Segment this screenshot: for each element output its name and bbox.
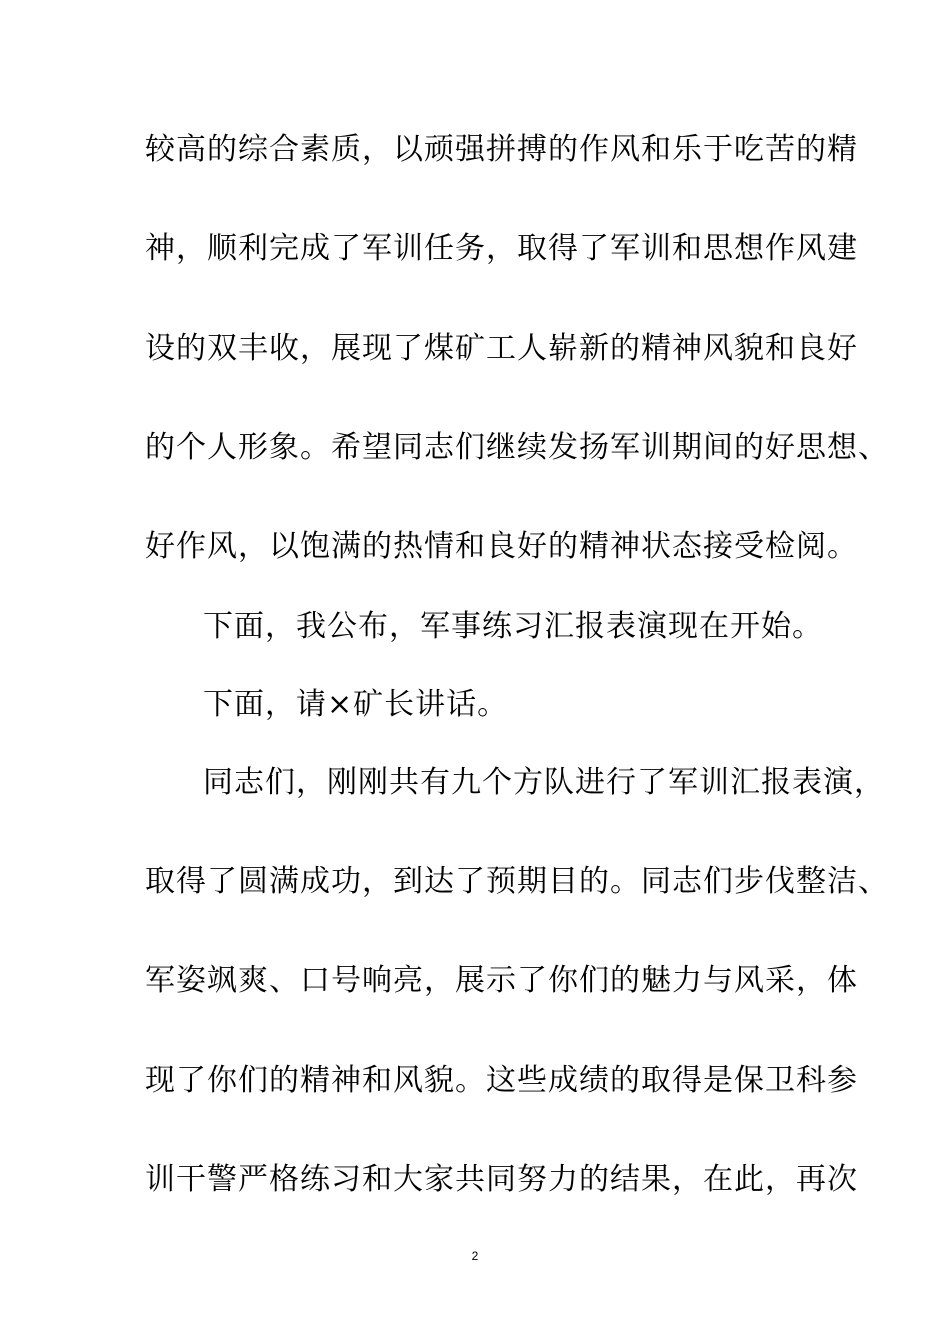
paragraph-line-7: 下面，请×矿长讲话。: [203, 687, 509, 722]
paragraph-line-11: 现了你们的精神和风貌。这些成绩的取得是保卫科参: [145, 1063, 858, 1098]
page-number: 2: [471, 1249, 479, 1263]
paragraph-line-12: 训干警严格练习和大家共同努力的结果，在此，再次: [145, 1162, 858, 1197]
paragraph-line-8: 同志们，刚刚共有九个方队进行了军训汇报表演，: [203, 765, 885, 800]
paragraph-line-6: 下面，我公布，军事练习汇报表演现在开始。: [203, 609, 823, 644]
paragraph-line-9: 取得了圆满成功，到达了预期目的。同志们步伐整洁、: [145, 864, 889, 899]
paragraph-line-2: 神，顺利完成了军训任务，取得了军训和思想作风建: [145, 231, 858, 266]
paragraph-line-5: 好作风，以饱满的热情和良好的精神状态接受检阅。: [145, 529, 858, 564]
paragraph-line-10: 军姿飒爽、口号响亮，展示了你们的魅力与风采，体: [145, 963, 858, 998]
paragraph-line-3: 设的双丰收，展现了煤矿工人崭新的精神风貌和良好: [145, 331, 858, 366]
paragraph-line-1: 较高的综合素质，以顽强拼搏的作风和乐于吃苦的精: [145, 132, 858, 167]
paragraph-line-4: 的个人形象。希望同志们继续发扬军训期间的好思想、: [145, 430, 889, 465]
